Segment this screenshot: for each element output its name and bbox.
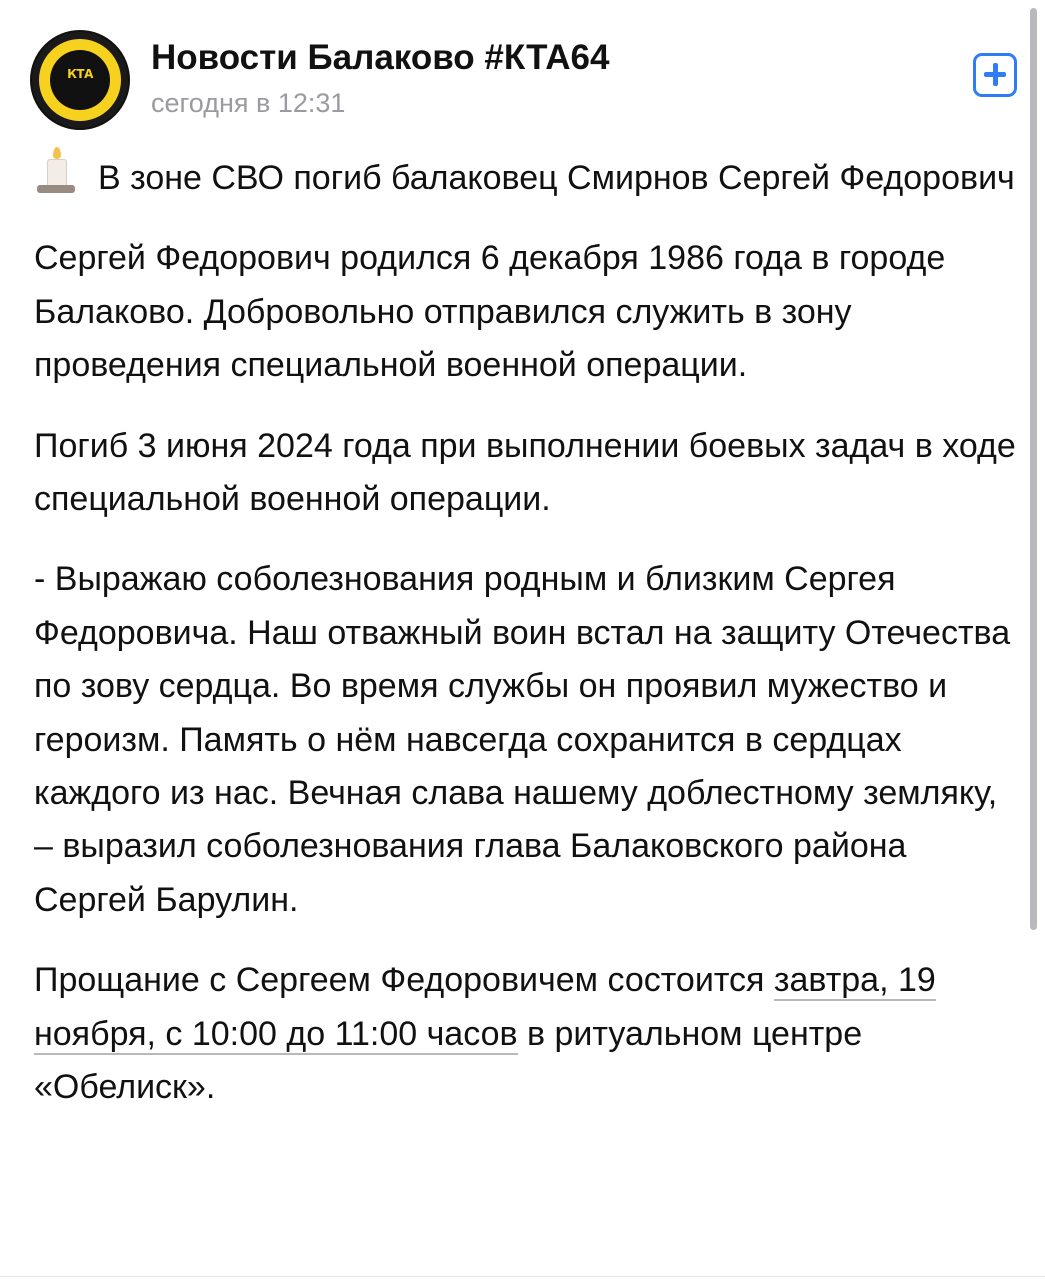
post-paragraph-biography: Сергей Федорович родился 6 декабря 1986 года в городе Балаково. Добровольно отправился служить в зону проведения специальной военной операции. (34, 239, 946, 385)
farewell-text-start: Прощание с Сергеем Федоровичем состоится (34, 961, 774, 1000)
post-title-text: В зоне СВО погиб балаковец Смирнов Сергей Федорович (98, 159, 1015, 197)
post-header (30, 30, 1020, 130)
post-paragraph-farewell (34, 954, 1024, 1114)
post-paragraph-death: Погиб 3 июня 2024 года при выполнении боевых задач в ходе специальной военной операции. (34, 426, 1016, 519)
channel-avatar[interactable] (30, 30, 130, 130)
avatar-logo-text: КТА (67, 67, 93, 81)
scrollbar[interactable] (1030, 8, 1037, 930)
add-button[interactable] (973, 53, 1017, 97)
bottom-divider (0, 1276, 1045, 1277)
post-time: сегодня в 12:31 (151, 88, 346, 118)
avatar-logo (50, 50, 110, 110)
avatar-ring (39, 39, 121, 121)
farewell-text-end: в ритуальном центре «Обелиск». (34, 1014, 863, 1107)
farewell-date-link[interactable]: завтра, 19 ноября, с 10:00 до 11:00 часов (34, 961, 936, 1053)
channel-name[interactable]: Новости Балаково #КТА64 (151, 38, 610, 77)
post-paragraph-condolences: - Выражаю соболезнования родным и близким Сергея Федоровича. Наш отважный воин встал на защиту Отечества по зову сердца. Во время службы он проявил мужество и героизм. Память о нём навсегда сохранится в сердцах каждого из нас. Вечная слава нашему доблестному земляку, – выразил соболезнования глава Балаковского района Сергей Барулин. (34, 560, 1011, 919)
candle-icon (34, 147, 76, 195)
post-title (34, 147, 1024, 205)
post-body (34, 147, 1024, 1115)
